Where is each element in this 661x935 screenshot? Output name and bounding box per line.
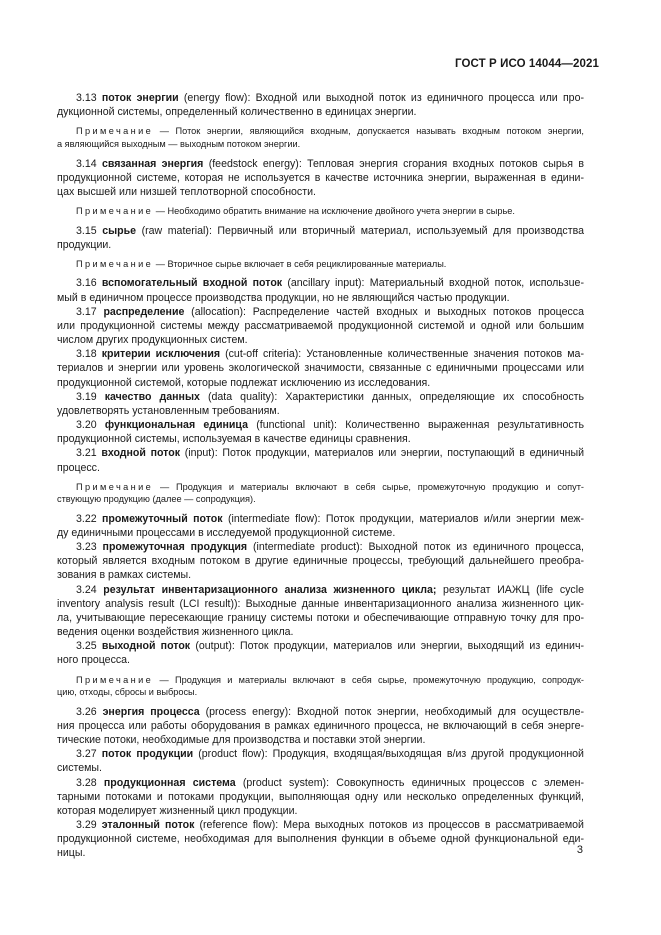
term-entry	[57, 418, 584, 446]
note-line	[57, 258, 584, 271]
term-entry	[57, 818, 584, 860]
term-text: (functional unit): Количественно выраженная результативность	[256, 419, 585, 432]
note-text: цию, отходы, сбросы и выбросы.	[57, 687, 198, 698]
term-line	[57, 432, 584, 446]
term-text: (intermediate flow): Поток продукции, материалов и/или энергии меж-	[227, 512, 584, 525]
term-entry	[57, 540, 584, 582]
term-title: энергия процесса	[102, 705, 200, 718]
term-text: которая моделирует жизненный цикл продукции.	[57, 804, 298, 817]
term-line	[57, 461, 584, 475]
term-title: качество данных	[104, 390, 200, 403]
term-line	[57, 376, 584, 390]
term-text: ла, учитывающие пересекающие границу системы потоки и обеспечивающие отправную точку для про-	[57, 611, 584, 624]
term-entry	[57, 276, 584, 304]
term-text: мый в единичном процессе производства продукции, но не являющийся частью продукции.	[57, 291, 510, 304]
note-block	[57, 258, 584, 271]
note-text: ствующую продукцию (далее — сопродукция).	[57, 494, 256, 505]
term-first-line	[57, 446, 584, 460]
note-line	[57, 205, 584, 218]
term-number: 3.14	[76, 157, 97, 170]
term-line	[57, 761, 584, 775]
term-line	[57, 568, 584, 582]
term-first-line	[57, 347, 584, 361]
term-entry	[57, 583, 584, 640]
term-entry	[57, 347, 584, 389]
note-text: — Необходимо обратить внимание на исключение двойного учета энергии в сырье.	[155, 205, 515, 216]
term-title: поток энергии	[101, 92, 179, 104]
term-line	[57, 185, 584, 199]
note-text: а являющийся выходным — выходным потоком энергии.	[57, 138, 301, 149]
term-number: 3.27	[76, 748, 97, 761]
term-text: (output): Поток продукции, материалов или энергии, выходящий из единич-	[195, 640, 584, 653]
note-label: Примечание	[76, 205, 154, 216]
term-first-line	[57, 390, 584, 404]
note-line	[57, 138, 584, 151]
term-text: тические потоки, необходимые для производства и поставки этой энергии.	[57, 734, 426, 747]
note-line	[57, 481, 584, 494]
term-title: функциональная единица	[104, 419, 248, 432]
term-line	[57, 597, 584, 611]
note-block	[57, 481, 584, 506]
term-line	[57, 404, 584, 418]
term-text: числом других продукционных систем.	[57, 334, 248, 347]
term-line	[57, 719, 584, 733]
term-first-line	[57, 747, 584, 761]
term-text: (reference flow): Мера выходных потоков из процессов в рассматриваемой	[199, 819, 584, 831]
term-title: промежуточный поток	[102, 512, 223, 525]
term-number: 3.13	[76, 92, 97, 104]
term-first-line	[57, 583, 584, 597]
note-label: Примечание	[76, 481, 154, 492]
term-number: 3.25	[76, 640, 97, 653]
term-first-line	[57, 639, 584, 653]
term-line	[57, 790, 584, 804]
document-header: ГОСТ Р ИСО 14044—2021	[454, 58, 599, 70]
term-text: продукционной системе, которая не используется в качестве источника энергии, выраженная в едини-	[57, 171, 584, 184]
term-first-line	[57, 512, 584, 526]
term-text: или продукционной системы между рассматриваемой продукционной системой и одной или большим	[57, 319, 584, 332]
term-number: 3.22	[76, 512, 97, 525]
term-first-line	[57, 276, 584, 290]
term-text: (data quality): Характеристики данных, определяющие их способность	[207, 390, 584, 403]
term-line	[57, 625, 584, 639]
term-entry	[57, 390, 584, 418]
term-line	[57, 238, 584, 252]
term-first-line	[57, 540, 584, 554]
term-text: (input): Поток продукции, материалов или энергии, поступающий в единичный	[184, 447, 584, 460]
note-block	[57, 674, 584, 699]
term-line	[57, 554, 584, 568]
term-text: ду единичными процессами в исследуемой продукционной системе.	[57, 527, 396, 539]
term-line	[57, 333, 584, 347]
term-line	[57, 171, 584, 185]
term-text: продукционной системы, используемая в качестве единицы сравнения.	[57, 433, 411, 446]
term-text: (product flow): Продукция, входящая/выходящая в/из другой продукционной	[198, 748, 584, 761]
note-text: — Вторичное сырье включает в себя рециклированные материалы.	[155, 258, 447, 269]
term-text: процесс.	[57, 461, 100, 474]
term-number: 3.24	[76, 583, 97, 596]
term-text: удовлетворять установленным требованиям.	[57, 404, 280, 417]
term-entry	[57, 705, 584, 747]
term-line	[57, 804, 584, 818]
term-entry	[57, 305, 584, 347]
term-text: (intermediate product): Выходной поток из единичного процесса,	[253, 541, 584, 554]
term-title: связанная энергия	[101, 157, 204, 170]
term-text: (process energy): Входной поток энергии, необходимый для осуществле-	[205, 705, 584, 718]
term-line	[57, 846, 584, 860]
term-title: выходной поток	[101, 640, 191, 653]
term-text: результат ИАЖЦ (life cycle	[443, 583, 584, 596]
term-first-line	[57, 705, 584, 719]
term-text: (allocation): Распределение частей входных и выходных потоков процесса	[191, 305, 584, 318]
term-title: распределение	[103, 305, 185, 318]
term-first-line	[57, 418, 584, 432]
term-line	[57, 361, 584, 375]
note-label: Примечание	[76, 126, 154, 137]
note-line	[57, 125, 584, 138]
term-entry	[57, 639, 584, 667]
term-title: сырье	[102, 224, 137, 237]
term-title: поток продукции	[101, 748, 194, 761]
note-line	[57, 674, 584, 687]
term-line	[57, 319, 584, 333]
note-text: — Продукция и материалы включают в себя сырье, промежуточную продукцию, сопродук-	[159, 674, 584, 685]
term-line	[57, 653, 584, 667]
term-title: эталонный поток	[101, 819, 195, 831]
note-text: — Продукция и материалы включают в себя сырье, промежуточную продукцию и сопут-	[160, 481, 584, 492]
term-number: 3.15	[76, 224, 97, 237]
term-text: (raw material): Первичный или вторичный материал, используемый для производства	[141, 224, 584, 237]
term-first-line	[57, 91, 584, 105]
term-text: ния процесса или работы оборудования в рамках единичного процесса, не включающий в себя энерге-	[57, 719, 584, 732]
term-text: продукции.	[57, 238, 112, 251]
term-text: продукционной системе, необходимая для выполнения функции в объеме одной функциональной еди-	[57, 833, 584, 846]
term-number: 3.28	[76, 776, 97, 789]
term-text: системы.	[57, 762, 102, 775]
page-number: 3	[576, 844, 583, 856]
term-entry	[57, 224, 584, 252]
term-entry	[57, 157, 584, 199]
term-text: ведения оценки воздействия жизненного цикла.	[57, 626, 294, 639]
term-text: который является входным потоком в другие единичные процессы, требующий дальнейшего преобра-	[57, 555, 584, 568]
term-title: результат инвентаризационного анализа жизненного цикла;	[103, 583, 437, 596]
note-label: Примечание	[76, 674, 154, 685]
term-text: (feedstock energy): Тепловая энергия сгорания входных потоков сырья в	[208, 157, 584, 170]
term-line	[57, 733, 584, 747]
term-text: продукционной системой, которые подлежат исключению из исследования.	[57, 376, 431, 389]
term-number: 3.19	[76, 390, 97, 403]
term-title: входной поток	[101, 447, 180, 460]
term-text: зования в рамках системы.	[57, 569, 192, 582]
term-entry	[57, 747, 584, 775]
term-line	[57, 291, 584, 305]
term-number: 3.26	[76, 705, 97, 718]
term-first-line	[57, 157, 584, 171]
term-number: 3.20	[76, 419, 97, 432]
term-title: критерии исключения	[101, 348, 221, 361]
term-number: 3.23	[76, 541, 97, 554]
term-text: inventory analysis result (LCI result)): Выходные данные инвентаризационного анализа жизненного цик-	[57, 597, 584, 610]
term-number: 3.21	[76, 447, 97, 460]
document-body	[57, 91, 584, 860]
term-title: вспомогательный входной поток	[101, 277, 283, 290]
term-entry	[57, 512, 584, 540]
term-first-line	[57, 224, 584, 238]
term-number: 3.29	[76, 819, 97, 831]
term-text: дукционной системы, определенный количественно в единицах энергии.	[57, 106, 417, 119]
term-number: 3.16	[76, 277, 97, 290]
term-first-line	[57, 776, 584, 790]
term-line	[57, 611, 584, 625]
note-block	[57, 125, 584, 150]
note-line	[57, 493, 584, 506]
term-number: 3.18	[76, 348, 97, 361]
term-entry	[57, 776, 584, 818]
term-text: цах высшей или низшей теплотворной способности.	[57, 185, 316, 198]
term-text: (ancillary input): Материальный входной поток, использue-	[287, 277, 584, 290]
term-entry	[57, 91, 584, 119]
note-block	[57, 205, 584, 218]
term-line	[57, 832, 584, 846]
term-first-line	[57, 818, 584, 832]
term-title: промежуточная продукция	[102, 541, 248, 554]
term-text: териалов и энергии или уровень экологической значимости, связанные с единичными процессами или	[57, 362, 584, 375]
term-text: ницы.	[57, 847, 86, 860]
term-text: (energy flow): Входной или выходной поток из единичного процесса или про-	[183, 92, 584, 104]
term-text: (product system): Совокупность единичных процессов с элемен-	[242, 776, 584, 789]
term-entry	[57, 446, 584, 474]
term-text: (cut-off criteria): Установленные количественные значения потоков ма-	[225, 348, 584, 361]
term-line	[57, 105, 584, 119]
note-line	[57, 686, 584, 699]
term-text: тарными потоками и потоками продукции, выполняющая одну или несколько определенных функций,	[57, 790, 584, 803]
note-text: — Поток энергии, являющийся входным, допускается называть входным потоком энергии,	[159, 126, 584, 137]
term-line	[57, 526, 584, 540]
term-title: продукционная система	[103, 776, 236, 789]
note-label: Примечание	[76, 258, 154, 269]
term-number: 3.17	[76, 305, 97, 318]
term-text: ного процесса.	[57, 654, 130, 667]
term-first-line	[57, 305, 584, 319]
